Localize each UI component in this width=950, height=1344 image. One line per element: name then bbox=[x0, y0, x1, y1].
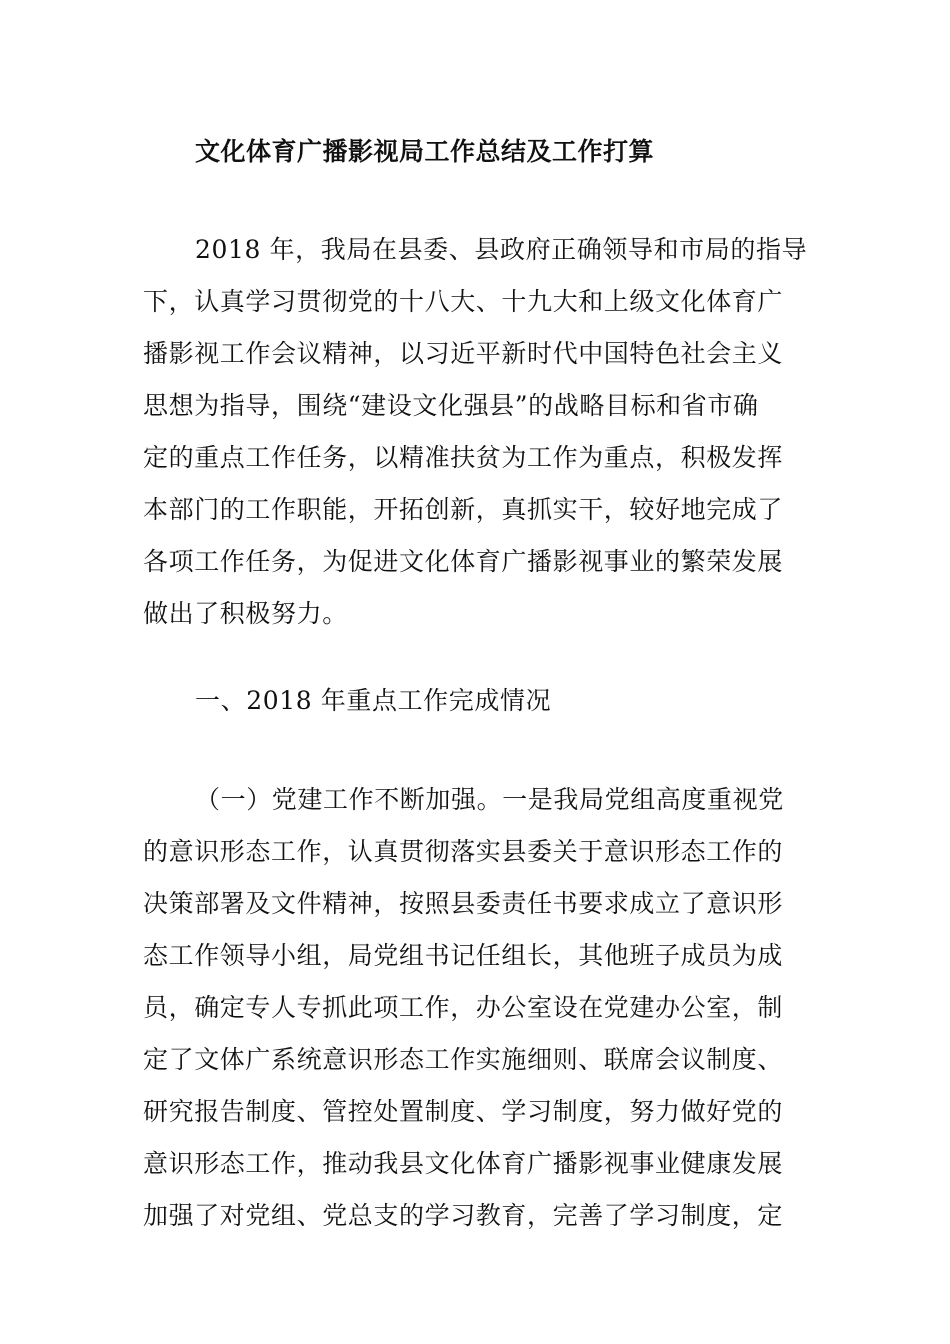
paragraph-intro bbox=[143, 224, 813, 640]
paragraph-line: 播影视工作会议精神，以习近平新时代中国特色社会主义 bbox=[143, 339, 784, 368]
paragraph-line: 研究报告制度、管控处置制度、学习制度，努力做好党的 bbox=[143, 1097, 784, 1126]
paragraph-line: 做出了积极努力。 bbox=[143, 599, 348, 628]
paragraph-line: 决策部署及文件精神，按照县委责任书要求成立了意识形 bbox=[143, 889, 784, 918]
section-heading-block bbox=[143, 675, 813, 727]
paragraph-line: 态工作领导小组，局党组书记任组长，其他班子成员为成 bbox=[143, 941, 784, 970]
paragraph-party-building bbox=[143, 774, 813, 1242]
paragraph-line: 员，确定专人专抓此项工作，办公室设在党建办公室，制 bbox=[143, 993, 784, 1022]
paragraph-line: 思想为指导，围绕“建设文化强县”的战略目标和省市确 bbox=[143, 391, 759, 420]
paragraph-line: 定了文体广系统意识形态工作实施细则、联席会议制度、 bbox=[143, 1045, 784, 1074]
paragraph-line: 2018 年，我局在县委、县政府正确领导和市局的指导 bbox=[195, 235, 808, 264]
paragraph-line: （一）党建工作不断加强。一是我局党组高度重视党 bbox=[195, 785, 784, 814]
paragraph-line: 加强了对党组、党总支的学习教育，完善了学习制度，定 bbox=[143, 1201, 784, 1230]
paragraph-line: 下，认真学习贯彻党的十八大、十九大和上级文化体育广 bbox=[143, 287, 784, 316]
paragraph-line: 意识形态工作，推动我县文化体育广播影视事业健康发展 bbox=[143, 1149, 784, 1178]
paragraph-line: 本部门的工作职能，开拓创新，真抓实干，较好地完成了 bbox=[143, 495, 784, 524]
paragraph-line: 定的重点工作任务，以精准扶贫为工作为重点，积极发挥 bbox=[143, 443, 784, 472]
document-title: 文化体育广播影视局工作总结及工作打算 bbox=[195, 137, 655, 166]
paragraph-line: 各项工作任务，为促进文化体育广播影视事业的繁荣发展 bbox=[143, 547, 784, 576]
paragraph-line: 的意识形态工作，认真贯彻落实县委关于意识形态工作的 bbox=[143, 837, 784, 866]
section-heading: 一、2018 年重点工作完成情况 bbox=[195, 686, 552, 715]
